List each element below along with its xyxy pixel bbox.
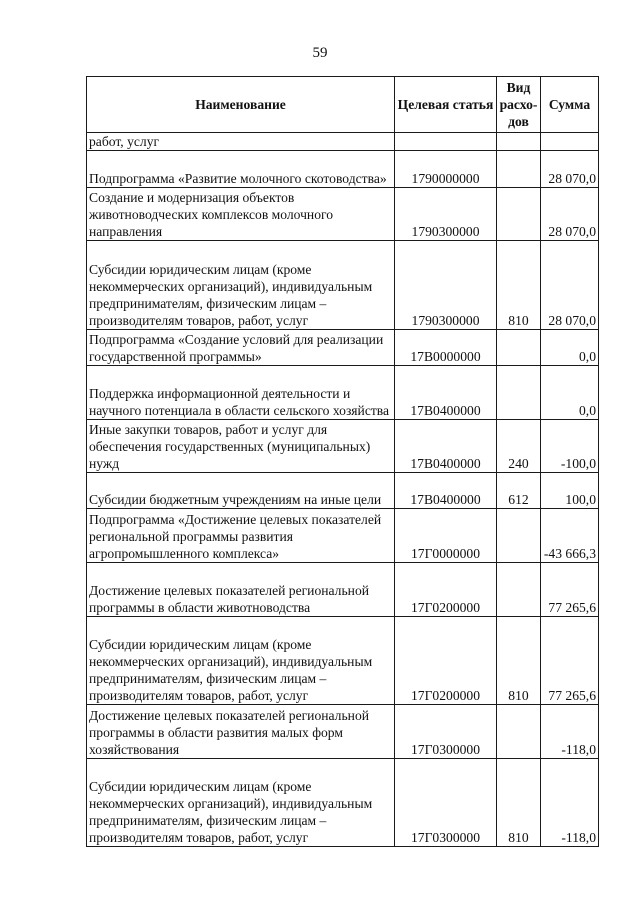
row-sum	[541, 133, 599, 151]
table-row	[87, 759, 599, 847]
header-target-article: Целевая статья	[395, 77, 497, 133]
table-row	[87, 241, 599, 330]
row-name: Субсидии юридическим лицам (кроме некоммерческих организаций), индивидуальным предпринимателям, физическим лицам – производителям товаров, работ, услуг	[87, 617, 395, 705]
row-kind	[497, 151, 541, 188]
table-row	[87, 705, 599, 759]
row-code: 1790000000	[395, 151, 497, 188]
row-sum: -118,0	[541, 759, 599, 847]
row-kind	[497, 563, 541, 617]
row-code: 17Г0000000	[395, 509, 497, 563]
budget-table	[86, 76, 599, 847]
row-code: 17Г0200000	[395, 563, 497, 617]
row-kind	[497, 188, 541, 241]
row-name: Достижение целевых показателей региональной программы в области развития малых форм хозяйствования	[87, 705, 395, 759]
row-kind: 612	[497, 473, 541, 509]
table-row	[87, 420, 599, 473]
page-number: 59	[312, 45, 328, 61]
row-name: Иные закупки товаров, работ и услуг для обеспечения государственных (муниципальных) нужд	[87, 420, 395, 473]
row-sum: 77 265,6	[541, 563, 599, 617]
table-row	[87, 151, 599, 188]
row-kind: 810	[497, 759, 541, 847]
row-name: Создание и модернизация объектов животноводческих комплексов молочного направления	[87, 188, 395, 241]
row-code: 17Г0200000	[395, 617, 497, 705]
row-code	[395, 133, 497, 151]
row-name: Подпрограмма «Создание условий для реализации государственной программы»	[87, 330, 395, 366]
row-sum: 0,0	[541, 366, 599, 420]
row-kind	[497, 133, 541, 151]
row-name: Поддержка информационной деятельности и научного потенциала в области сельского хозяйства	[87, 366, 395, 420]
row-code: 1790300000	[395, 188, 497, 241]
row-kind: 810	[497, 241, 541, 330]
row-code: 17В0000000	[395, 330, 497, 366]
row-code: 17Г0300000	[395, 759, 497, 847]
row-sum: 0,0	[541, 330, 599, 366]
row-code: 17В0400000	[395, 366, 497, 420]
table-row	[87, 330, 599, 366]
table-row	[87, 366, 599, 420]
row-kind: 810	[497, 617, 541, 705]
row-code: 1790300000	[395, 241, 497, 330]
header-sum: Сумма	[541, 77, 599, 133]
row-code: 17В0400000	[395, 420, 497, 473]
row-name: Подпрограмма «Достижение целевых показателей региональной программы развития агропромышленного комплекса»	[87, 509, 395, 563]
row-name: работ, услуг	[87, 133, 395, 151]
row-name: Подпрограмма «Развитие молочного скотоводства»	[87, 151, 395, 188]
row-sum: -100,0	[541, 420, 599, 473]
row-name: Субсидии юридическим лицам (кроме некоммерческих организаций), индивидуальным предпринимателям, физическим лицам – производителям товаров, работ, услуг	[87, 759, 395, 847]
header-expense-type: Вид расхо-дов	[497, 77, 541, 133]
row-sum: 28 070,0	[541, 188, 599, 241]
row-sum: -43 666,3	[541, 509, 599, 563]
row-kind	[497, 366, 541, 420]
row-kind: 240	[497, 420, 541, 473]
row-kind	[497, 330, 541, 366]
table-row	[87, 617, 599, 705]
row-kind	[497, 509, 541, 563]
row-code: 17В0400000	[395, 473, 497, 509]
table-row	[87, 563, 599, 617]
row-sum: 28 070,0	[541, 241, 599, 330]
table-row	[87, 509, 599, 563]
row-name: Достижение целевых показателей региональной программы в области животноводства	[87, 563, 395, 617]
row-sum: 77 265,6	[541, 617, 599, 705]
row-sum: 100,0	[541, 473, 599, 509]
row-code: 17Г0300000	[395, 705, 497, 759]
table-header-row	[87, 77, 599, 133]
table-row	[87, 188, 599, 241]
row-sum: -118,0	[541, 705, 599, 759]
table-row	[87, 133, 599, 151]
header-name: Наименование	[87, 77, 395, 133]
row-name: Субсидии юридическим лицам (кроме некоммерческих организаций), индивидуальным предпринимателям, физическим лицам – производителям товаров, работ, услуг	[87, 241, 395, 330]
table-row	[87, 473, 599, 509]
row-kind	[497, 705, 541, 759]
row-name: Субсидии бюджетным учреждениям на иные цели	[87, 473, 395, 509]
row-sum: 28 070,0	[541, 151, 599, 188]
